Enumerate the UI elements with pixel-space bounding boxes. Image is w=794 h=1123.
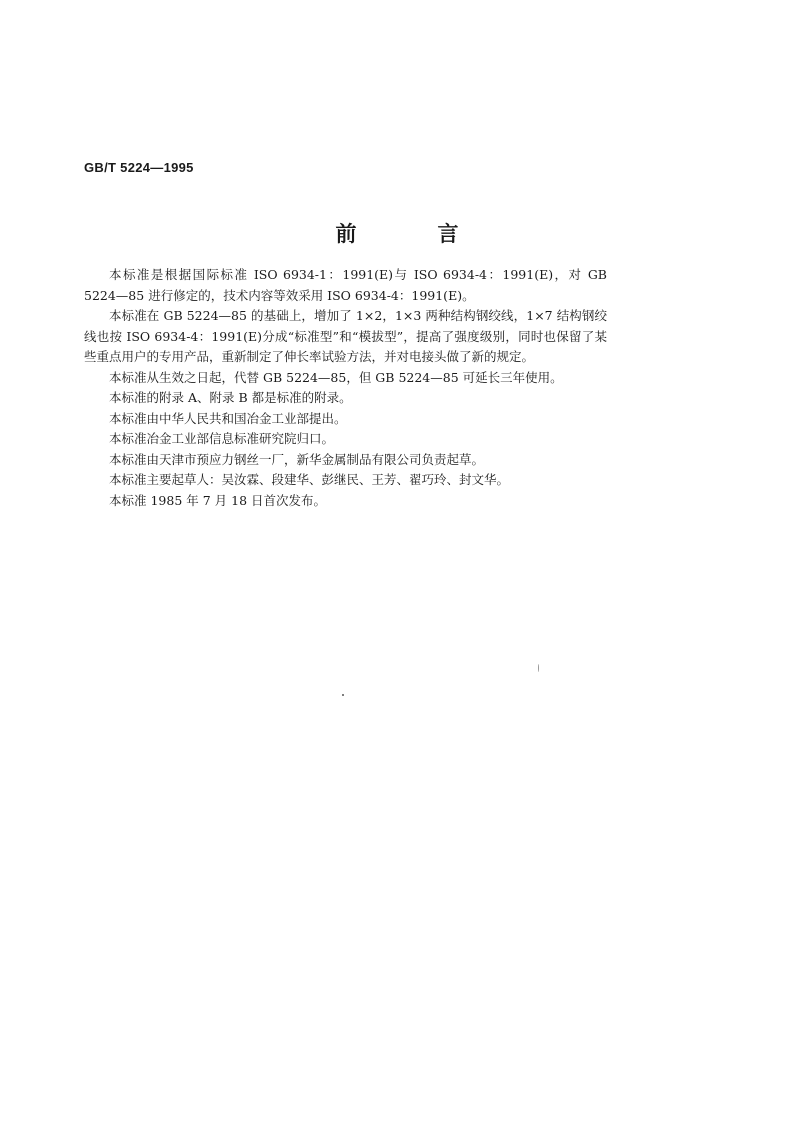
paragraph: 本标准是根据国际标准 ISO 6934-1：1991(E)与 ISO 6934-4：1991(E)，对 GB 5224—85 进行修定的，技术内容等效采用 ISO 6934-4：1991(E)。 [84, 267, 607, 303]
paragraph: 本标准由中华人民共和国冶金工业部提出。 [109, 410, 347, 426]
page-title: 前 言 [335, 221, 489, 246]
scan-speck [342, 694, 344, 696]
paragraph: 本标准从生效之日起，代替 GB 5224—85，但 GB 5224—85 可延长三年使用。 [109, 369, 563, 385]
document-body [84, 265, 607, 511]
paragraph: 本标准 1985 年 7 月 18 日首次发布。 [109, 492, 327, 508]
paragraph: 本标准主要起草人：吴汝霖、段建华、彭继民、王芳、翟巧玲、封文华。 [109, 472, 510, 487]
paragraph: 本标准在 GB 5224—85 的基础上，增加了 1×2，1×3 两种结构钢绞线，1×7 结构钢绞线也按 ISO 6934-4：1991(E)分成“标准型”和“模拔型”，提高了强度级别，同时也保留了某些重点用户的专用产品，重新制定了伸长率试验方法，并对电接头做了新的规定。 [84, 308, 607, 364]
paragraph: 本标准由天津市预应力钢丝一厂，新华金属制品有限公司负责起草。 [109, 451, 485, 467]
standard-code: GB/T 5224—1995 [84, 160, 194, 175]
paragraph: 本标准冶金工业部信息标准研究院归口。 [109, 431, 335, 446]
scan-speck [538, 664, 539, 672]
paragraph: 本标准的附录 A、附录 B 都是标准的附录。 [109, 390, 352, 405]
